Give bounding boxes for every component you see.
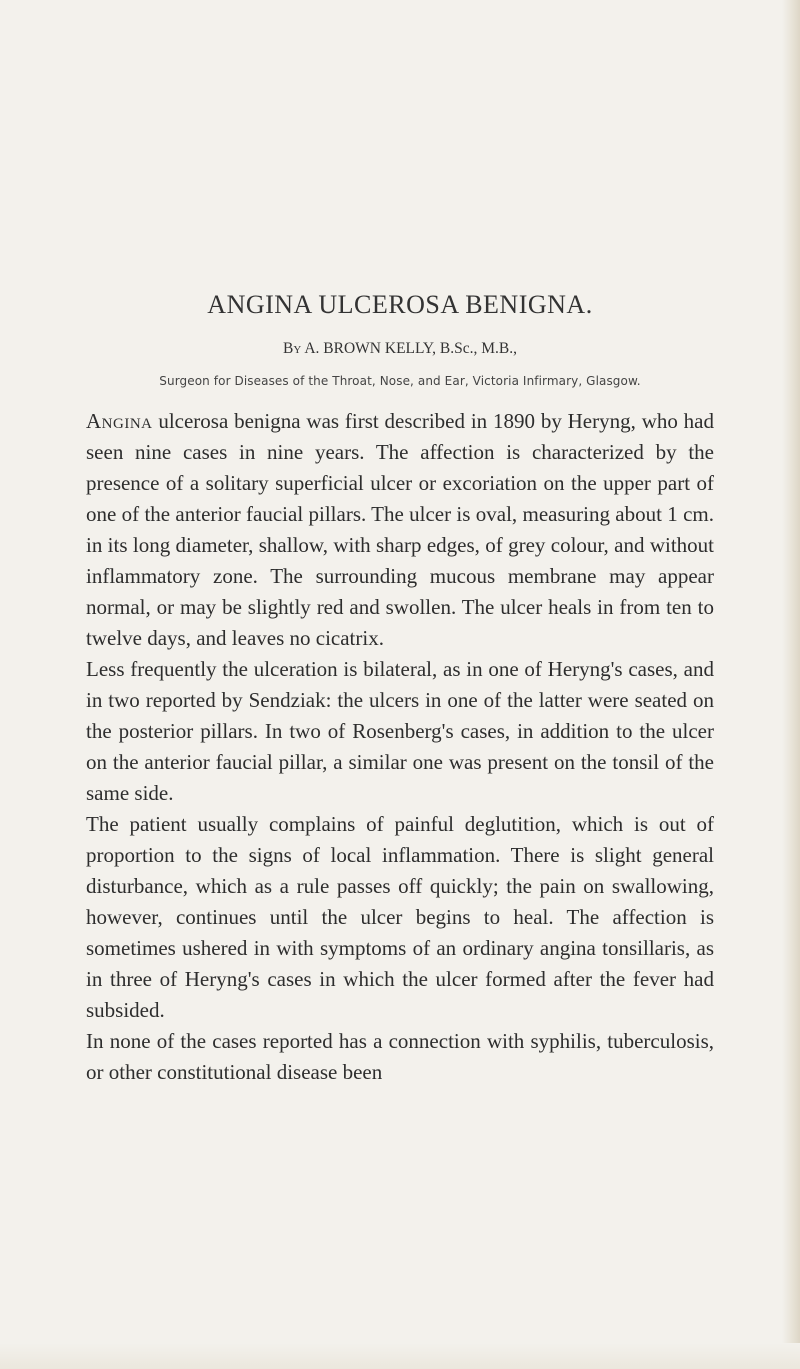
paragraph-1-text: ulcerosa benigna was first described in 1890 by Heryng, who had seen nine cases in nine years. The affection is characterized by the presence of a solitary superficial ulcer or excoriation on the upper part of one of the anterior faucial pillars. The ulcer is oval, measuring about 1 cm. in its long diameter, shallow, with sharp edges, of grey colour, and without inflammatory zone. The surrounding mucous membrane may appear normal, or may be slightly red and swollen. The ulcer heals in from ten to twelve days, and leaves no cicatrix. <box>86 409 714 650</box>
paper-title: ANGINA ULCEROSA BENIGNA. <box>207 290 593 319</box>
page-edge-shadow <box>782 0 800 1369</box>
author-name: A. BROWN KELLY, B.Sc., M.B., <box>304 340 517 357</box>
paragraph-1 <box>86 406 714 654</box>
paragraph-4: In none of the cases reported has a connection with syphilis, tuberculosis, or other constitutional disease been <box>86 1029 714 1084</box>
paragraph-lead-word: Angina <box>86 409 153 433</box>
paragraph-3: The patient usually complains of painful deglutition, which is out of proportion to the signs of local inflammation. There is slight general disturbance, which as a rule passes off quickly; the pain on swallowing, however, continues until the ulcer begins to heal. The affection is sometimes ushered in with symptoms of an ordinary angina tonsillaris, as in three of Heryng's cases in which the ulcer formed after the fever had subsided. <box>86 812 714 1022</box>
paper-page <box>86 290 714 1088</box>
author-affiliation: Surgeon for Diseases of the Throat, Nose, and Ear, Victoria Infirmary, Glasgow. <box>159 374 641 388</box>
author-byline <box>86 340 714 358</box>
page-bottom-shadow <box>0 1343 800 1369</box>
paper-body <box>86 406 714 1088</box>
byline-prefix: By <box>283 340 302 357</box>
paragraph-2: Less frequently the ulceration is bilateral, as in one of Heryng's cases, and in two reported by Sendziak: the ulcers in one of the latter were seated on the posterior pillars. In two of Rosenberg's cases, in addition to the ulcer on the anterior faucial pillar, a similar one was present on the tonsil of the same side. <box>86 657 714 805</box>
